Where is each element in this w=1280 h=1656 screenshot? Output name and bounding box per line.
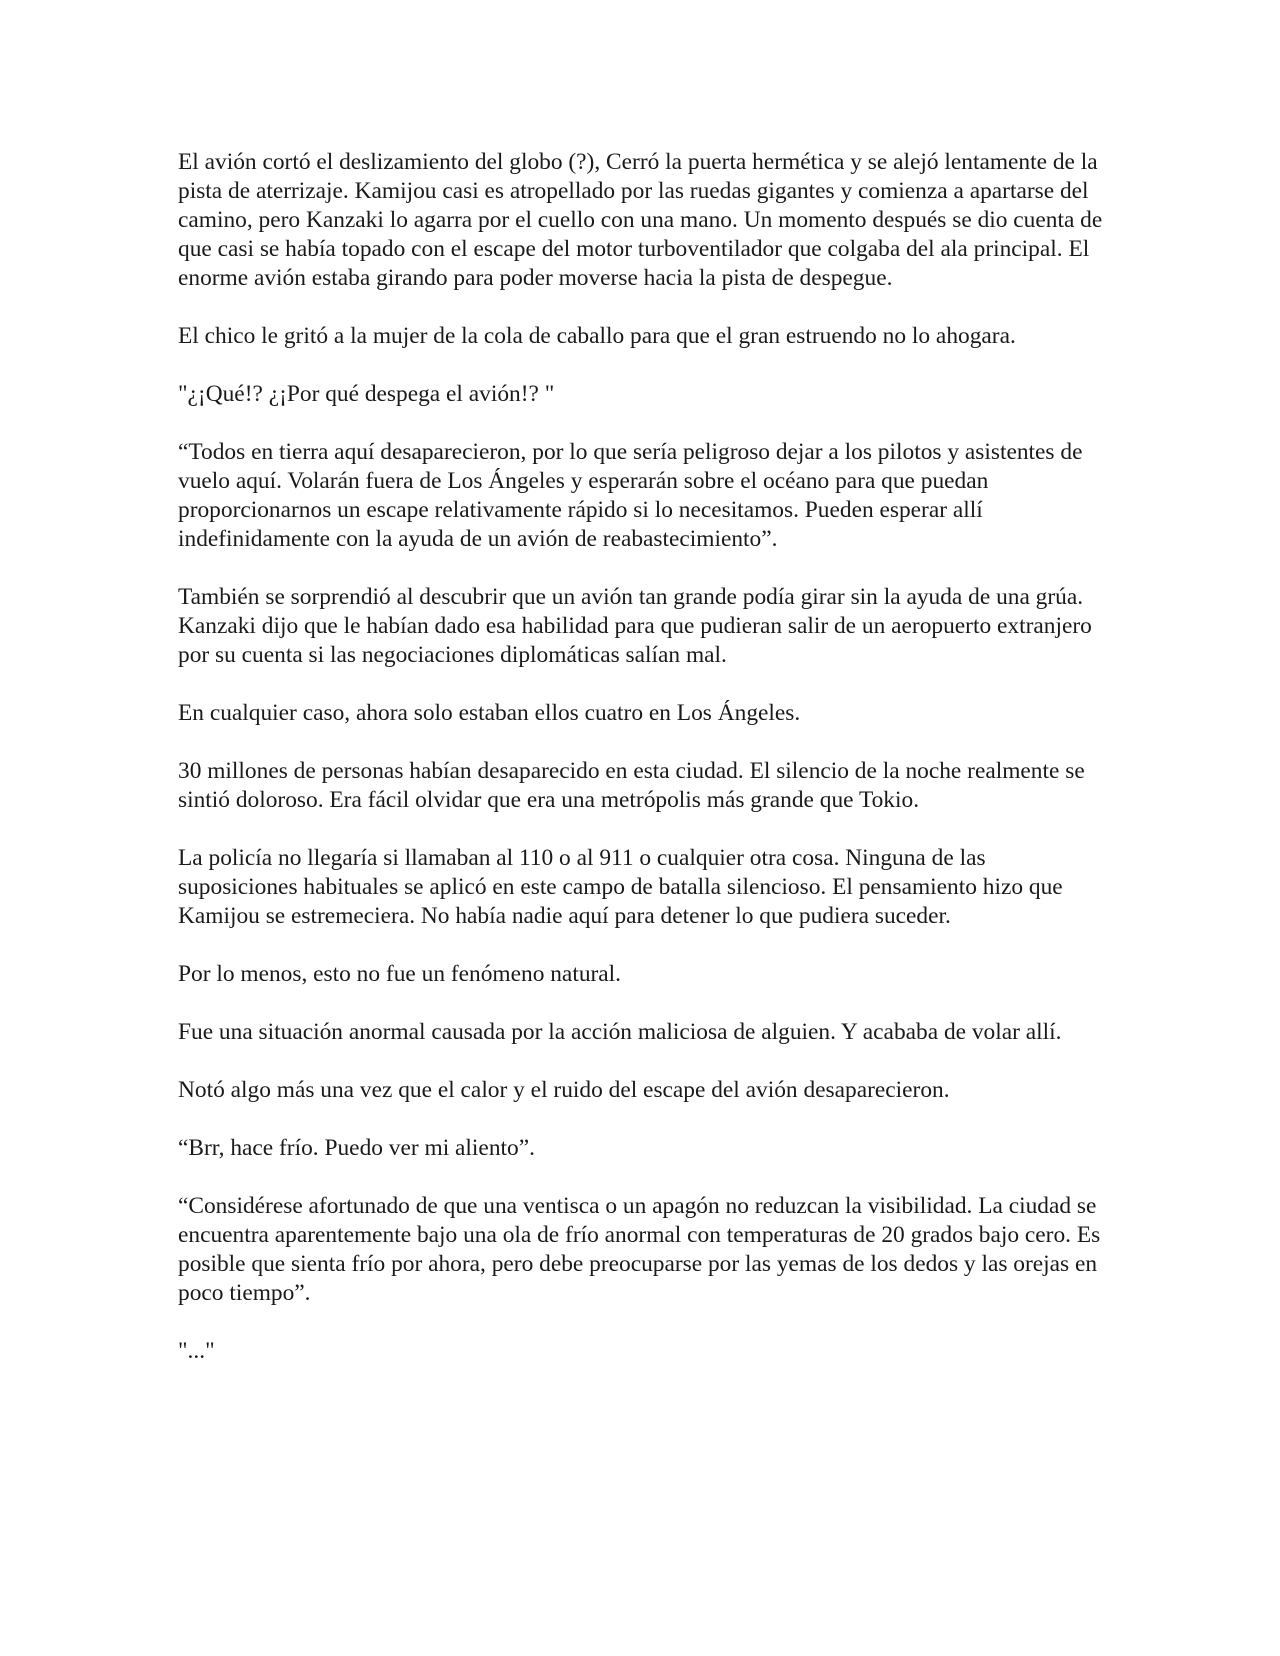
paragraph: Notó algo más una vez que el calor y el ruido del escape del avión desaparecieron. [178, 1077, 950, 1103]
paragraph: "¿¡Qué!? ¿¡Por qué despega el avión!? " [178, 381, 555, 407]
paragraph: La policía no llegaría si llamaban al 110 o al 911 o cualquier otra cosa. Ninguna de las suposiciones habituales se aplicó en este campo de batalla silencioso. El pensamiento hizo que Kamijou se estremeciera. No había nadie aquí para detener lo que pudiera suceder. [178, 845, 1063, 929]
paragraph: Fue una situación anormal causada por la acción maliciosa de alguien. Y acababa de volar allí. [178, 1019, 1062, 1045]
paragraph: “Considérese afortunado de que una ventisca o un apagón no reduzcan la visibilidad. La ciudad se encuentra aparentemente bajo una ola de frío anormal con temperaturas de 20 grados bajo cero. Es posible que sienta frío por ahora, pero debe preocuparse por las yemas de los dedos y las orejas en poco tiempo”. [178, 1193, 1101, 1306]
paragraph: También se sorprendió al descubrir que un avión tan grande podía girar sin la ayuda de una grúa. Kanzaki dijo que le habían dado esa habilidad para que pudieran salir de un aeropuerto extranjero por su cuenta si las negociaciones diplomáticas salían mal. [178, 584, 1092, 668]
document-body [178, 148, 1108, 1395]
paragraph: En cualquier caso, ahora solo estaban ellos cuatro en Los Ángeles. [178, 700, 801, 726]
paragraph: Por lo menos, esto no fue un fenómeno natural. [178, 961, 622, 987]
paragraph: “Brr, hace frío. Puedo ver mi aliento”. [178, 1135, 535, 1161]
paragraph: “Todos en tierra aquí desaparecieron, por lo que sería peligroso dejar a los pilotos y asistentes de vuelo aquí. Volarán fuera de Los Ángeles y esperarán sobre el océano para que puedan proporcionarnos un escape relativamente rápido si lo necesitamos. Pueden esperar allí indefinidamente con la ayuda de un avión de reabastecimiento”. [178, 439, 1083, 552]
paragraph: El avión cortó el deslizamiento del globo (?), Cerró la puerta hermética y se alejó lentamente de la pista de aterrizaje. Kamijou casi es atropellado por las ruedas gigantes y comienza a apartarse del camino, pero Kanzaki lo agarra por el cuello con una mano. Un momento después se dio cuenta de que casi se había topado con el escape del motor turboventilador que colgaba del ala principal. El enorme avión estaba girando para poder moverse hacia la pista de despegue. [178, 149, 1103, 291]
paragraph: El chico le gritó a la mujer de la cola de caballo para que el gran estruendo no lo ahogara. [178, 323, 1016, 349]
paragraph: 30 millones de personas habían desaparecido en esta ciudad. El silencio de la noche realmente se sintió doloroso. Era fácil olvidar que era una metrópolis más grande que Tokio. [178, 758, 1085, 813]
paragraph: "..." [178, 1338, 215, 1364]
